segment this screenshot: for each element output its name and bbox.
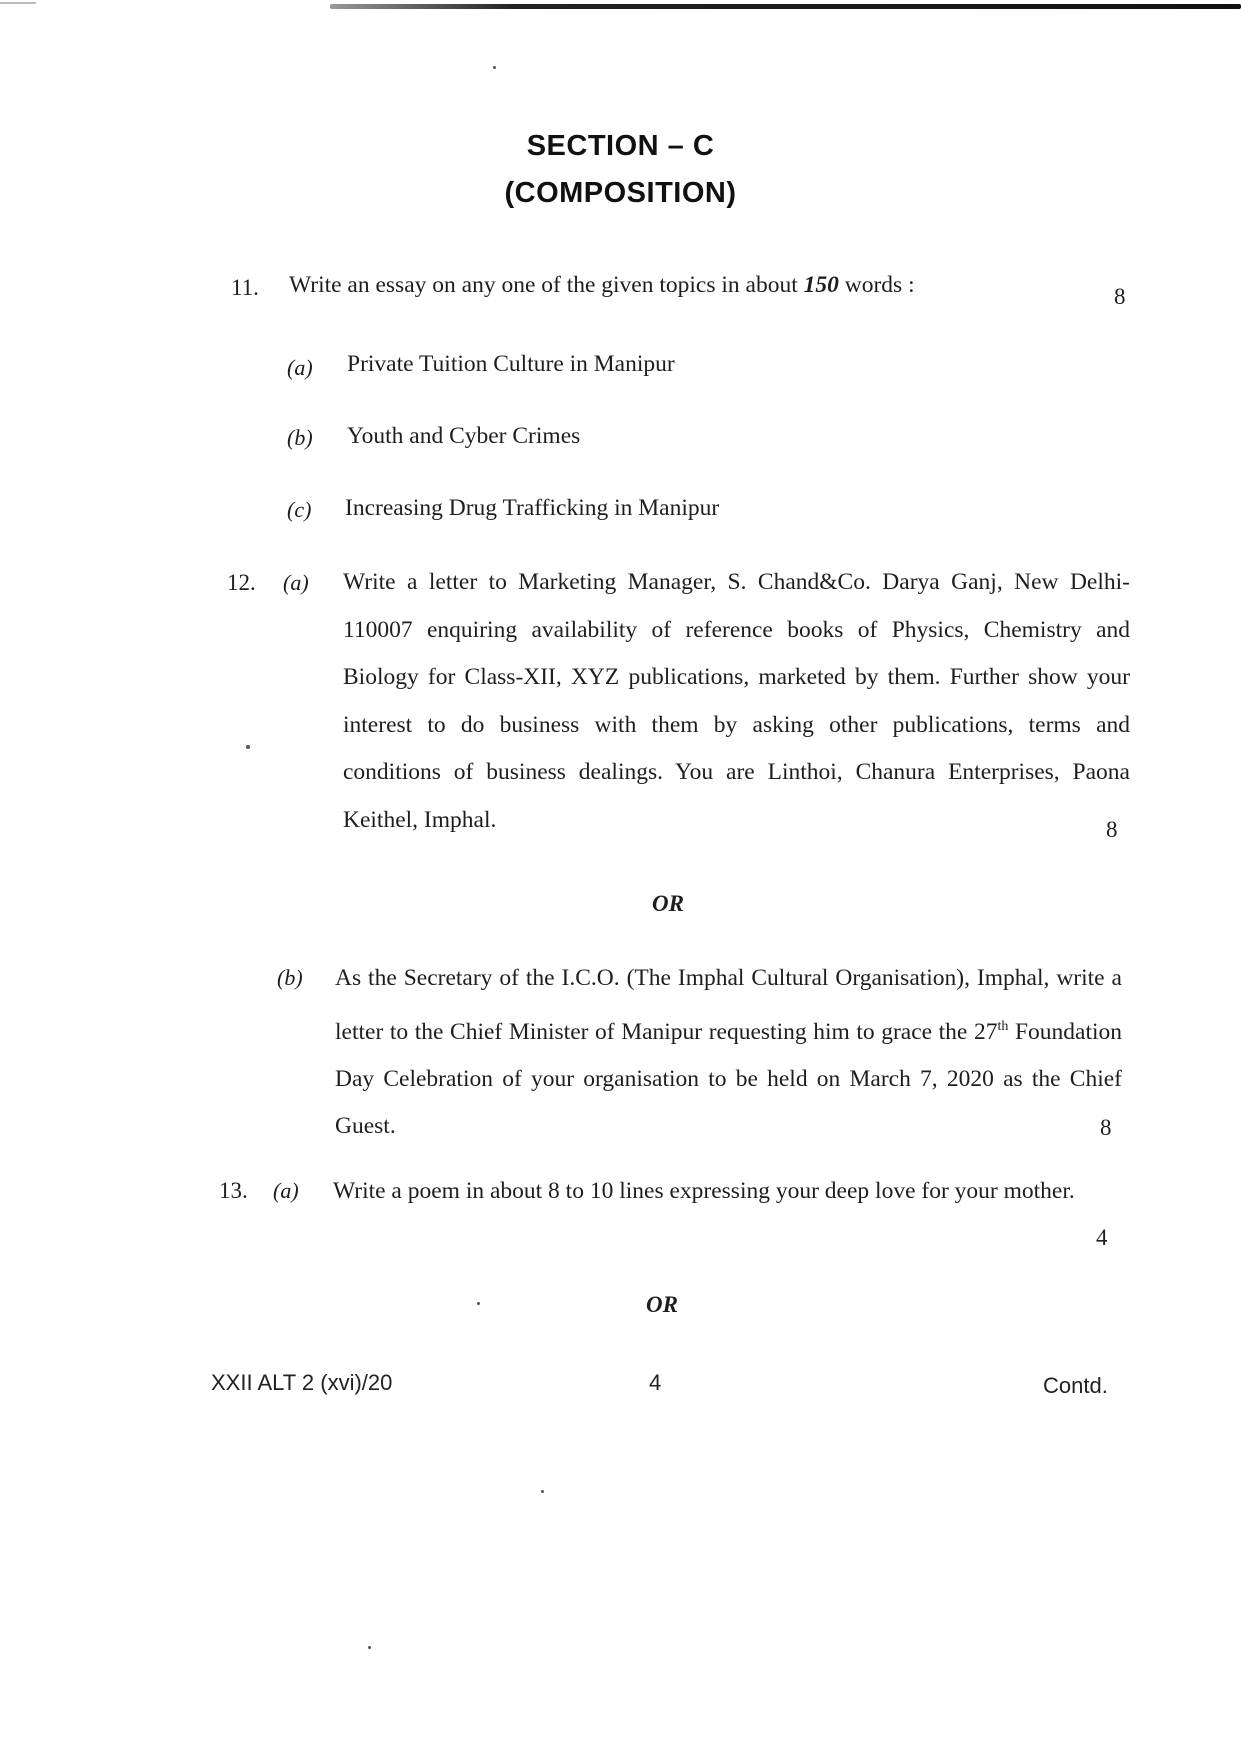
question-number: 12. xyxy=(227,570,256,595)
scan-speck xyxy=(246,745,250,749)
or-separator: OR xyxy=(652,891,684,916)
option-text: Youth and Cyber Crimes xyxy=(347,423,581,449)
part-text: Write a poem in about 8 to 10 lines expressing your deep love for your mother. xyxy=(333,1178,1075,1204)
option-text: Private Tuition Culture in Manipur xyxy=(347,351,675,377)
question-text-end: words : xyxy=(838,272,915,298)
question-text-start: Write an essay on any one of the given topics in about xyxy=(289,272,804,298)
scan-speck xyxy=(541,1490,544,1493)
part-text: Write a letter to Marketing Manager, S. Chand&Co. Darya Ganj, New Delhi-110007 enquiring availability of reference books of Physics, Chemistry and Biology for Class-XII, XYZ publications, marketed by them. Further show your interest to do business with them by asking other publications, terms and conditions of business dealings. You are Linthoi, Chanura Enterprises, Paona Keithel, Imphal. xyxy=(343,569,1130,833)
scan-speck xyxy=(493,66,496,69)
part-marks: 4 xyxy=(1096,1225,1108,1250)
scan-speck xyxy=(477,1302,480,1305)
part-text xyxy=(335,955,1122,1151)
question-marks: 8 xyxy=(1114,284,1126,309)
option-label: (c) xyxy=(287,497,312,522)
part-label: (a) xyxy=(273,1178,299,1203)
option-label: (b) xyxy=(287,425,313,450)
top-corner-mark xyxy=(0,2,36,4)
section-title: SECTION – C xyxy=(526,130,715,162)
or-separator: OR xyxy=(646,1292,678,1317)
page-number: 4 xyxy=(649,1370,662,1395)
ordinal-suffix: th xyxy=(997,1018,1009,1034)
part-text-end: Foundation Day Celebration of your organisation to be held on March 7, 2020 as the Chief Guest. xyxy=(335,1018,1123,1140)
option-text: Increasing Drug Trafficking in Manipur xyxy=(345,495,720,521)
question-number: 11. xyxy=(231,275,259,300)
part-marks: 8 xyxy=(1106,817,1118,842)
part-label: (b) xyxy=(277,965,303,990)
part-label: (a) xyxy=(283,570,309,595)
continued-label: Contd. xyxy=(1043,1373,1108,1398)
section-subtitle: (COMPOSITION) xyxy=(504,177,737,209)
question-text xyxy=(289,262,915,309)
option-label: (a) xyxy=(287,355,313,380)
part-text-start: As the Secretary of the I.C.O. (The Imphal Cultural Organisation), Imphal, write a letter to the Chief Minister of Manipur requesting him to grace the 27 xyxy=(335,965,1122,1045)
part-marks: 8 xyxy=(1100,1115,1112,1140)
scan-speck xyxy=(368,1646,371,1649)
top-border-line xyxy=(330,4,1241,9)
question-number: 13. xyxy=(219,1178,248,1203)
paper-code: XXII ALT 2 (xvi)/20 xyxy=(211,1370,393,1395)
word-count: 150 xyxy=(803,272,839,298)
